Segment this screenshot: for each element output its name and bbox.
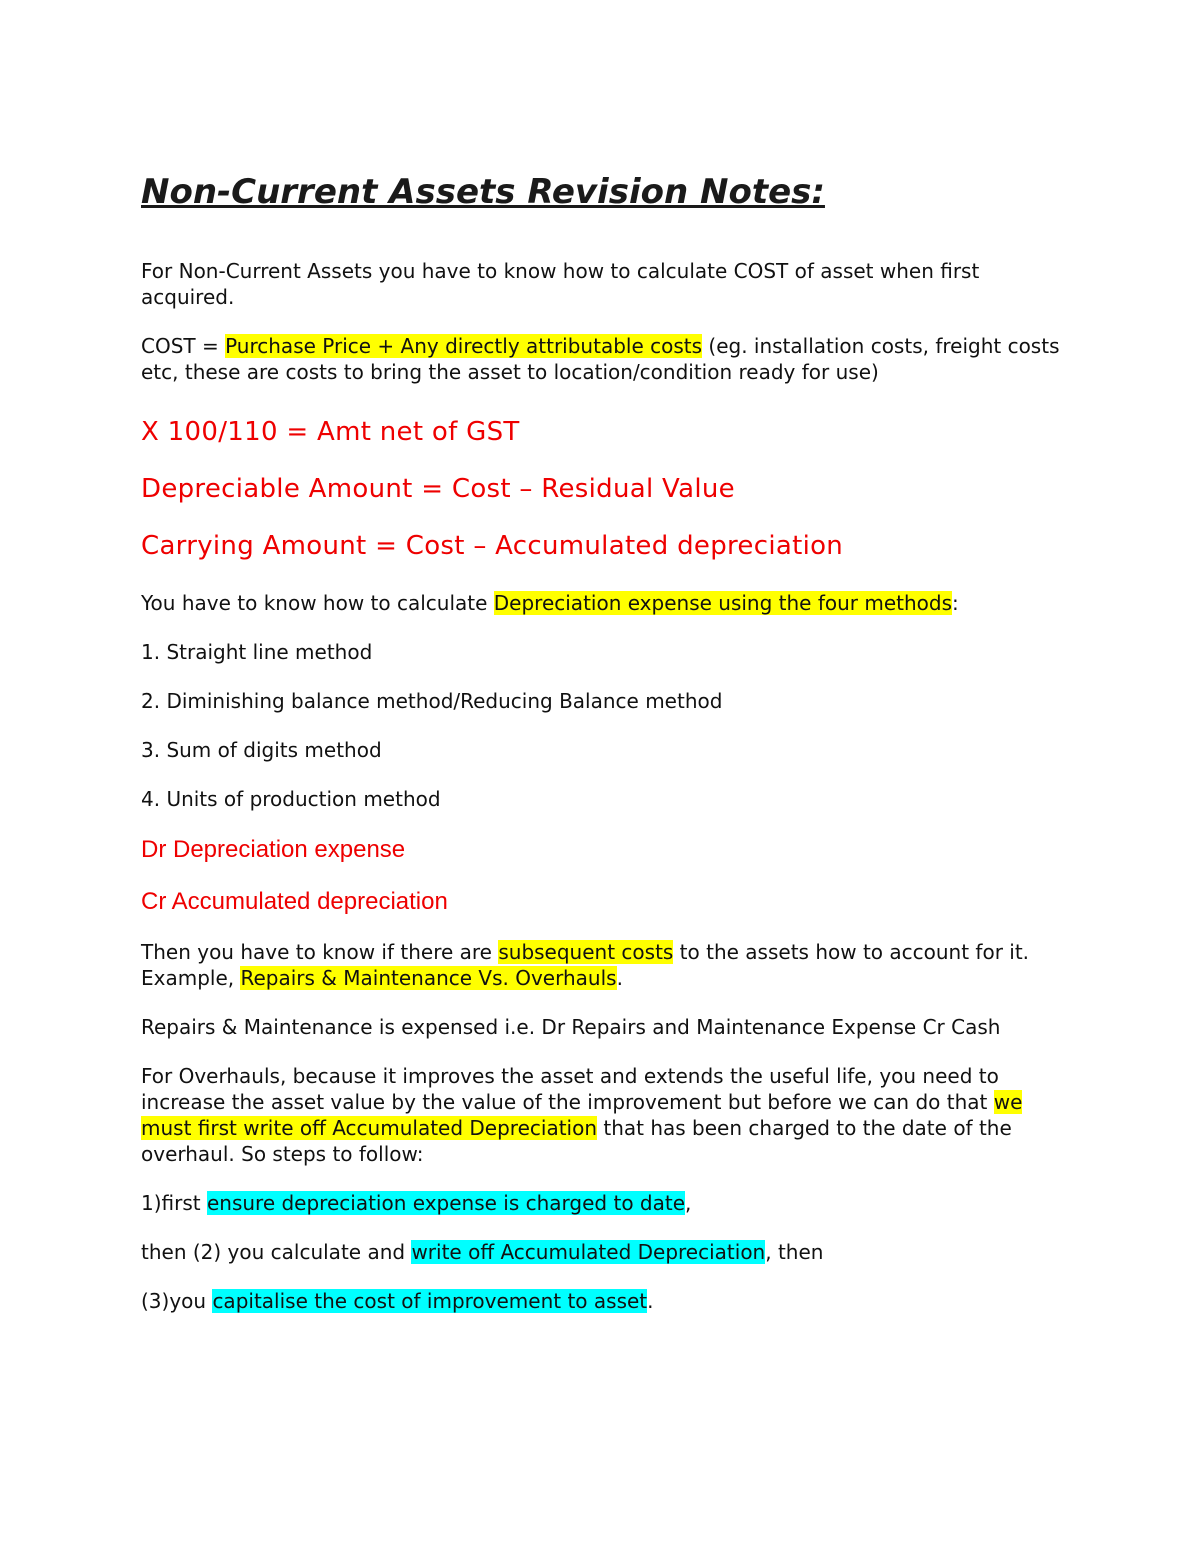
formula-depreciable-amount: Depreciable Amount = Cost – Residual Value: [141, 474, 735, 504]
step-item: [141, 1239, 1071, 1265]
cost-prefix: COST =: [141, 334, 226, 358]
cost-paragraph: [141, 333, 1071, 385]
method-item: 1. Straight line method: [141, 640, 373, 664]
methods-intro: [141, 590, 1071, 616]
subsequent-text-1: Then you have to know if there are: [141, 940, 499, 964]
overhauls-highlight: we must first write off Accumulated Depreciation: [141, 1090, 1023, 1140]
subsequent-highlight-2: Repairs & Maintenance Vs. Overhauls: [240, 966, 617, 990]
document-page: [141, 170, 1071, 1337]
subsequent-highlight-1: subsequent costs: [498, 940, 674, 964]
formula-carrying-amount: Carrying Amount = Cost – Accumulated depreciation: [141, 531, 844, 561]
methods-intro-prefix: You have to know how to calculate: [141, 591, 494, 615]
step-suffix: ,: [685, 1191, 692, 1215]
cost-suffix: (eg. installation costs, freight costs etc, these are costs to bring the asset to location/condition ready for use): [141, 334, 1060, 384]
step-prefix: (3)you: [141, 1289, 213, 1313]
step-suffix: .: [647, 1289, 654, 1313]
method-item: 4. Units of production method: [141, 787, 441, 811]
methods-intro-suffix: :: [952, 591, 959, 615]
step-prefix: 1)first: [141, 1191, 207, 1215]
intro-paragraph: [141, 258, 1071, 310]
step-item: [141, 1288, 1071, 1314]
intro-text: For Non-Current Assets you have to know how to calculate COST of asset when first acquired.: [141, 259, 980, 309]
repairs-paragraph: Repairs & Maintenance is expensed i.e. Dr Repairs and Maintenance Expense Cr Cash: [141, 1015, 1001, 1039]
overhauls-paragraph: [141, 1063, 1071, 1167]
cost-highlight: Purchase Price + Any directly attributable costs: [225, 334, 703, 358]
step-highlight: write off Accumulated Depreciation: [411, 1240, 766, 1264]
overhauls-text-1: For Overhauls, because it improves the asset and extends the useful life, you need to increase the asset value by the value of the improvement but before we can do that: [141, 1064, 999, 1114]
method-item: 3. Sum of digits method: [141, 738, 382, 762]
step-item: [141, 1190, 1071, 1216]
methods-intro-highlight: Depreciation expense using the four methods: [493, 591, 953, 615]
subsequent-text-3: .: [616, 966, 623, 990]
step-suffix: , then: [765, 1240, 824, 1264]
step-highlight: ensure depreciation expense is charged to date: [206, 1191, 686, 1215]
step-prefix: then (2) you calculate and: [141, 1240, 412, 1264]
subsequent-text-2: to the assets how to account for it. Example,: [141, 940, 1030, 990]
page-title: Non-Current Assets Revision Notes:: [141, 172, 825, 212]
formula-gst: X 100/110 = Amt net of GST: [141, 417, 520, 447]
journal-credit: Cr Accumulated depreciation: [141, 888, 448, 915]
overhauls-text-2: that has been charged to the date of the overhaul. So steps to follow:: [141, 1116, 1012, 1166]
step-highlight: capitalise the cost of improvement to asset: [212, 1289, 648, 1313]
journal-debit: Dr Depreciation expense: [141, 836, 406, 863]
subsequent-costs-paragraph: [141, 939, 1071, 991]
method-item: 2. Diminishing balance method/Reducing Balance method: [141, 689, 723, 713]
